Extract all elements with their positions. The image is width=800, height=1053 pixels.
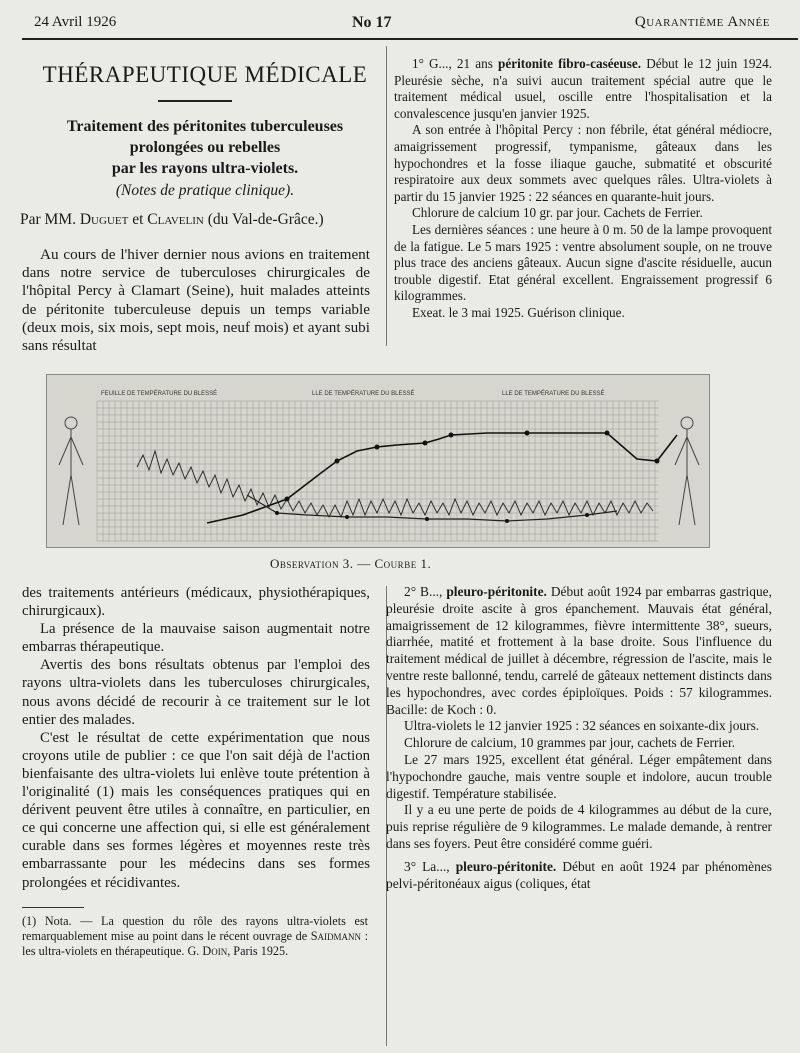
case-3-paragraph	[386, 859, 772, 893]
header-year: Quarantième Année	[634, 14, 770, 30]
case-3-text: Début en août 1924 par phénomènes pelvi-péritonéaux aigus (coliques, état	[386, 858, 772, 891]
paragraph: A son entrée à l'hôpital Percy : non fébrile, état général médiocre, amaigrissement progressif, tympanisme, gâteaux dans les hypochondres et la fosse iliaque gauche, submatité et obscurité respiratoire aux deux sommets avec quelques râles. Ultra-violets à partir du 15 janvier 1925 : 22 séances en quarante-huit jours.	[394, 122, 772, 204]
author-clavelin: Clavelin	[147, 211, 204, 228]
footnote-publisher: G. Doin,	[187, 944, 231, 958]
caption-label: Observation	[270, 556, 340, 571]
case-2-diagnosis: pleuro-péritonite.	[446, 584, 547, 599]
case-1-text: Début le 12 juin 1924. Pleurésie sèche, n'a suivi aucun traitement spécial autre que le traitement médical usuel, oscille entre l'hospitalisation et la convalescence jusqu'en janvier 1925.	[394, 56, 772, 121]
case-1-paragraph	[394, 56, 772, 122]
left-column-bottom	[22, 584, 370, 892]
authors-affiliation: (du Val-de-Grâce.)	[207, 211, 324, 228]
paragraph: Chlorure de calcium 10 gr. par jour. Cachets de Ferrier.	[412, 205, 703, 221]
footnote-author: Saidmann	[310, 929, 362, 943]
sheet-label-right: LLE DE TEMPÉRATURE DU BLESSÉ	[502, 391, 605, 397]
title-rule	[158, 100, 232, 102]
right-column-bottom	[386, 584, 772, 892]
paragraph: Il y a eu une perte de poids de 4 kilogrammes au début de la cure, puis reprise régulière de 9 kilogrammes. Le malade demande, à rentrer dans ses foyers. Peut être considéré comme guéri.	[386, 802, 772, 851]
paragraph: des traitements antérieurs (médicaux, physiothérapiques, chirurgicaux).	[22, 585, 370, 620]
paragraph: Exeat. le 3 mai 1925. Guérison clinique.	[412, 304, 625, 320]
author-duguet: Duguet	[79, 211, 129, 228]
header-rule	[22, 38, 798, 40]
paragraph: Les dernières séances : une heure à 0 m. 50 de la lampe provoquent de la fatigue. Le 5 mars 1925 : ventre absolument souple, on ne trouve plus trace des anciens gâteaux. Aucun signe d'ascite résiduelle, aucun trouble digestif. Etat général excellent. Engraissement progressif 6 kilogrammes.	[394, 221, 772, 304]
article-title-line-3: par les rayons ultra-violets.	[111, 160, 299, 177]
figure-caption	[270, 556, 431, 572]
footnote-lead: (1) Nota. — La question du rôle des rayons ultra-violets est remarquablement mise au point dans le récent ouvrage de	[22, 914, 368, 943]
section-title: THÉRAPEUTIQUE MÉDICALE	[42, 62, 368, 87]
article-title	[30, 116, 380, 179]
paragraph: Le 27 mars 1925, excellent état général. Léger empâtement dans l'hypochondre gauche, mais ventre souple et indolore, aucun trouble digestif. Température stabilisée.	[386, 751, 772, 801]
temperature-chart-figure	[46, 374, 710, 548]
authors-and: et	[132, 211, 144, 228]
paragraph: C'est le résultat de cette expérimentation que nous croyons utile de publier : ce que l'on sait déjà de l'action bienfaisante des ultra-violets lui enlève toute prétention à l'originalité (1) mais les conséquences pratiques qui en dérivent peuvent être utiles à connaître, en particulier, en ce qui concerne une affection qui, si elle est généralement curable dans ses formes légères et moyennes reste très embarrassante pour les médecins dans ses formes prolongées et récidivantes.	[22, 729, 370, 891]
sheet-label-mid: LLE DE TEMPÉRATURE DU BLESSÉ	[312, 391, 415, 397]
footnote-rule	[22, 907, 84, 908]
article-title-line-1: Traitement des péritonites tuberculeuses	[66, 118, 344, 135]
paragraph: Chlorure de calcium, 10 grammes par jour, cachets de Ferrier.	[404, 735, 736, 751]
case-2-paragraph	[386, 584, 772, 718]
authors-line	[20, 211, 382, 229]
column-divider-top	[386, 46, 387, 346]
paragraph: La présence de la mauvaise saison augmentait notre embarras thérapeutique.	[22, 621, 370, 656]
footnote	[22, 914, 368, 959]
right-column-top	[394, 56, 772, 322]
paragraph: Au cours de l'hiver dernier nous avions en traitement dans notre service de tuberculoses chirurgicales de l'hôpital Percy à Clamart (Seine), huit malades atteints de péritonite tuberculeuse depuis un temps variable (deux mois, six mois, sept mois, neuf mois) et ayant subi sans résultat	[22, 246, 370, 355]
case-2-lead: 2° B...,	[404, 584, 443, 599]
sheet-label-left: FEUILLE DE TEMPÉRATURE DU BLESSÉ	[101, 391, 218, 397]
temperature-chart-svg	[47, 375, 709, 547]
footnote-end: Paris 1925.	[233, 944, 289, 958]
case-1-diagnosis: péritonite fibro-caséeuse.	[498, 56, 642, 71]
authors-prefix: Par MM.	[20, 211, 76, 228]
article-title-line-2: prolongées ou rebelles	[129, 139, 281, 156]
caption-text: 3. — Courbe 1.	[342, 556, 432, 571]
case-3-diagnosis: pleuro-péritonite.	[455, 858, 557, 874]
case-1-lead: 1° G..., 21 ans	[412, 56, 493, 71]
header-date: 24 Avril 1926	[34, 14, 117, 30]
case-3-lead: 3° La...,	[404, 858, 450, 874]
issue-number: No 17	[352, 14, 392, 31]
footnote-middle: : les ultra-violets en thérapeutique.	[22, 929, 369, 958]
case-2-text: Début août 1924 par embarras gastrique, pleurésie droite ascite à gros épanchement. Mauvais état général, amaigrissement de 12 kilogrammes, fièvre intermittente 38°, sueurs, diarrhée, matité et frottement à la base droite. Sous l'influence du traitement médical de juillet à décembre, régression de l'ascite, mais le ventre reste ballonné, tendu, carrelé de gâteaux nettement distincts dans les hypochondres, avec cordes épiploïques. Poids : 57 kilogrammes. Bacille: de Koch : 0.	[386, 584, 772, 717]
paragraph: Ultra-violets le 12 janvier 1925 : 32 séances en soixante-dix jours.	[404, 718, 760, 734]
article-subtitle: (Notes de pratique clinique).	[115, 182, 295, 199]
left-column-top	[22, 246, 370, 355]
paragraph: Avertis des bons résultats obtenus par l'emploi des rayons ultra-violets dans les tuberculoses chirurgicales, nous avons décidé de recourir à ce traitement sur le lot entier des malades.	[22, 657, 370, 728]
